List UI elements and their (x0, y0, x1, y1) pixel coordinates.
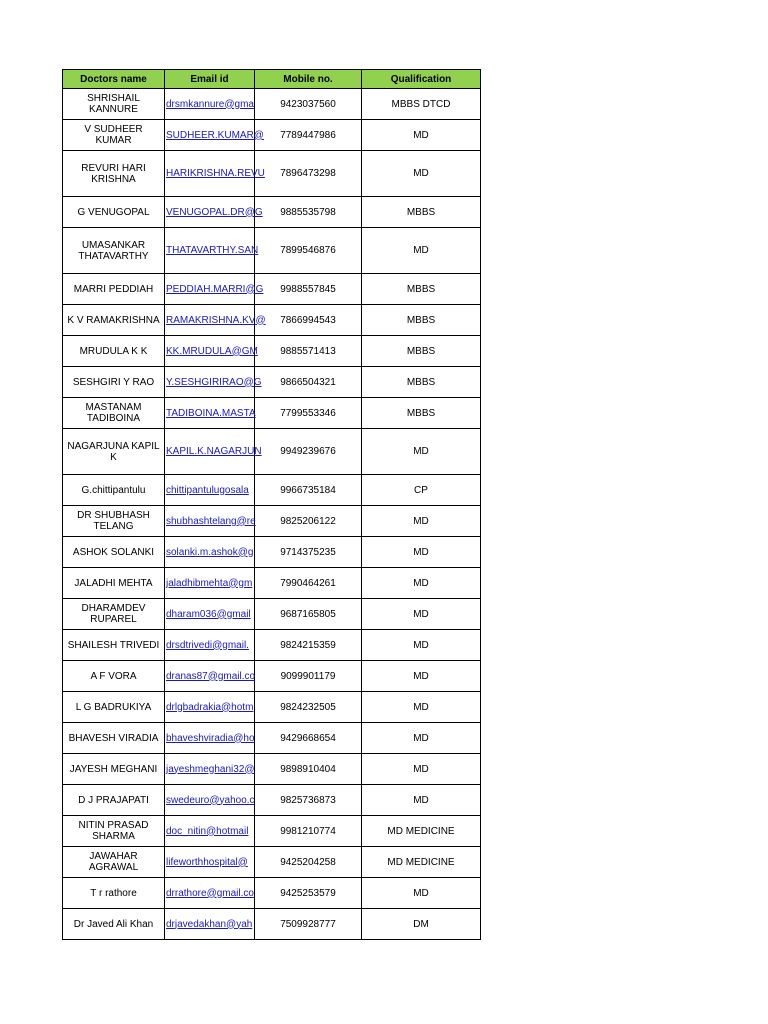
table-row (63, 847, 481, 878)
mobile-cell: 7799553346 (255, 398, 362, 429)
qualification-cell: MD (362, 599, 481, 630)
email-cell[interactable]: drlgbadrakia@hotm (165, 692, 255, 723)
doctor-name-cell: MASTANAM TADIBOINA (63, 398, 165, 429)
email-cell[interactable]: dharam036@gmail (165, 599, 255, 630)
email-cell[interactable]: swedeuro@yahoo.c (165, 785, 255, 816)
qualification-cell: MD MEDICINE (362, 847, 481, 878)
doctor-name-cell: V SUDHEER KUMAR (63, 120, 165, 151)
email-cell[interactable]: lifeworthhospital@ (165, 847, 255, 878)
table-row (63, 89, 481, 120)
doctor-name-cell: K V RAMAKRISHNA (63, 305, 165, 336)
qualification-cell: MD (362, 506, 481, 537)
qualification-cell: MD (362, 151, 481, 197)
table-row (63, 429, 481, 475)
mobile-cell: 9825736873 (255, 785, 362, 816)
mobile-cell: 9825206122 (255, 506, 362, 537)
doctor-name-cell: G.chittipantulu (63, 475, 165, 506)
email-cell[interactable]: SUDHEER.KUMAR@ (165, 120, 255, 151)
email-cell[interactable]: drjavedakhan@yah (165, 909, 255, 940)
mobile-cell: 7866994543 (255, 305, 362, 336)
qualification-cell: MBBS (362, 398, 481, 429)
table-row (63, 909, 481, 940)
email-cell[interactable]: jayeshmeghani32@ (165, 754, 255, 785)
doctors-table (62, 69, 481, 940)
doctor-name-cell: NITIN PRASAD SHARMA (63, 816, 165, 847)
doctor-name-cell: DR SHUBHASH TELANG (63, 506, 165, 537)
doctor-name-cell: L G BADRUKIYA (63, 692, 165, 723)
email-cell[interactable]: drsmkannure@gma (165, 89, 255, 120)
qualification-cell: MD MEDICINE (362, 816, 481, 847)
mobile-cell: 9981210774 (255, 816, 362, 847)
qualification-cell: MD (362, 429, 481, 475)
mobile-cell: 9966735184 (255, 475, 362, 506)
email-cell[interactable]: KAPIL.K.NAGARJUN (165, 429, 255, 475)
mobile-cell: 7896473298 (255, 151, 362, 197)
doctor-name-cell: G VENUGOPAL (63, 197, 165, 228)
mobile-cell: 7990464261 (255, 568, 362, 599)
qualification-cell: MD (362, 878, 481, 909)
doctor-name-cell: SHAILESH TRIVEDI (63, 630, 165, 661)
email-cell[interactable]: TADIBOINA.MASTA (165, 398, 255, 429)
table-row (63, 120, 481, 151)
table-row (63, 599, 481, 630)
mobile-cell: 7899546876 (255, 228, 362, 274)
qualification-cell: MD (362, 785, 481, 816)
header-qualification[interactable]: Qualification (362, 70, 481, 89)
email-cell[interactable]: bhaveshviradia@ho (165, 723, 255, 754)
email-cell[interactable]: doc_nitin@hotmail (165, 816, 255, 847)
qualification-cell: DM (362, 909, 481, 940)
header-row (63, 70, 481, 89)
mobile-cell: 9824232505 (255, 692, 362, 723)
table-row (63, 506, 481, 537)
doctor-name-cell: BHAVESH VIRADIA (63, 723, 165, 754)
email-cell[interactable]: chittipantulugosala (165, 475, 255, 506)
qualification-cell: MBBS (362, 274, 481, 305)
email-cell[interactable]: RAMAKRISHNA.KV@ (165, 305, 255, 336)
doctor-name-cell: D J PRAJAPATI (63, 785, 165, 816)
doctor-name-cell: A F VORA (63, 661, 165, 692)
qualification-cell: MD (362, 537, 481, 568)
qualification-cell: MD (362, 754, 481, 785)
table-row (63, 228, 481, 274)
qualification-cell: MD (362, 120, 481, 151)
table-body (63, 89, 481, 940)
mobile-cell: 9425204258 (255, 847, 362, 878)
email-cell[interactable]: drsdtrivedi@gmail. (165, 630, 255, 661)
mobile-cell: 9429668654 (255, 723, 362, 754)
qualification-cell: MBBS DTCD (362, 89, 481, 120)
email-cell[interactable]: THATAVARTHY.SAN (165, 228, 255, 274)
doctor-name-cell: MRUDULA K K (63, 336, 165, 367)
doctor-name-cell: T r rathore (63, 878, 165, 909)
table-row (63, 475, 481, 506)
qualification-cell: MD (362, 228, 481, 274)
table-row (63, 398, 481, 429)
qualification-cell: MD (362, 630, 481, 661)
mobile-cell: 7789447986 (255, 120, 362, 151)
email-cell[interactable]: jaladhibmehta@gm (165, 568, 255, 599)
table-row (63, 754, 481, 785)
table-row (63, 336, 481, 367)
header-mobile-no[interactable]: Mobile no. (255, 70, 362, 89)
doctor-name-cell: SHRISHAIL KANNURE (63, 89, 165, 120)
table-row (63, 661, 481, 692)
mobile-cell: 9866504321 (255, 367, 362, 398)
qualification-cell: MD (362, 723, 481, 754)
table-row (63, 537, 481, 568)
table-row (63, 197, 481, 228)
mobile-cell: 9099901179 (255, 661, 362, 692)
email-cell[interactable]: shubhashtelang@re (165, 506, 255, 537)
mobile-cell: 9714375235 (255, 537, 362, 568)
doctor-name-cell: REVURI HARI KRISHNA (63, 151, 165, 197)
email-cell[interactable]: PEDDIAH.MARRI@G (165, 274, 255, 305)
header-doctors-name[interactable]: Doctors name (63, 70, 165, 89)
email-cell[interactable]: HARIKRISHNA.REVU (165, 151, 255, 197)
email-cell[interactable]: Y.SESHGIRIRAO@G (165, 367, 255, 398)
email-cell[interactable]: solanki.m.ashok@g (165, 537, 255, 568)
mobile-cell: 9687165805 (255, 599, 362, 630)
mobile-cell: 9824215359 (255, 630, 362, 661)
doctor-name-cell: JAWAHAR AGRAWAL (63, 847, 165, 878)
qualification-cell: MBBS (362, 336, 481, 367)
table-row (63, 723, 481, 754)
mobile-cell: 9988557845 (255, 274, 362, 305)
mobile-cell: 9885535798 (255, 197, 362, 228)
table-row (63, 305, 481, 336)
doctor-name-cell: ASHOK SOLANKI (63, 537, 165, 568)
qualification-cell: MBBS (362, 197, 481, 228)
table-row (63, 785, 481, 816)
email-cell[interactable]: VENUGOPAL.DR@G (165, 197, 255, 228)
table-row (63, 630, 481, 661)
table-row (63, 274, 481, 305)
table-row (63, 816, 481, 847)
table-row (63, 367, 481, 398)
doctor-name-cell: SESHGIRI Y RAO (63, 367, 165, 398)
header-email-id[interactable]: Email id (165, 70, 255, 89)
mobile-cell: 9885571413 (255, 336, 362, 367)
mobile-cell: 7509928777 (255, 909, 362, 940)
table-row (63, 151, 481, 197)
mobile-cell: 9949239676 (255, 429, 362, 475)
qualification-cell: MBBS (362, 367, 481, 398)
doctor-name-cell: NAGARJUNA KAPIL K (63, 429, 165, 475)
doctor-name-cell: Dr Javed Ali Khan (63, 909, 165, 940)
doctor-name-cell: JAYESH MEGHANI (63, 754, 165, 785)
doctor-name-cell: MARRI PEDDIAH (63, 274, 165, 305)
table-row (63, 878, 481, 909)
email-cell[interactable]: drrathore@gmail.co (165, 878, 255, 909)
qualification-cell: MBBS (362, 305, 481, 336)
doctor-name-cell: JALADHI MEHTA (63, 568, 165, 599)
doctor-name-cell: DHARAMDEV RUPAREL (63, 599, 165, 630)
email-cell[interactable]: KK.MRUDULA@GM (165, 336, 255, 367)
qualification-cell: CP (362, 475, 481, 506)
mobile-cell: 9423037560 (255, 89, 362, 120)
qualification-cell: MD (362, 692, 481, 723)
doctor-name-cell: UMASANKAR THATAVARTHY (63, 228, 165, 274)
mobile-cell: 9425253579 (255, 878, 362, 909)
mobile-cell: 9898910404 (255, 754, 362, 785)
qualification-cell: MD (362, 661, 481, 692)
email-cell[interactable]: dranas87@gmail.co (165, 661, 255, 692)
qualification-cell: MD (362, 568, 481, 599)
table-row (63, 692, 481, 723)
table-row (63, 568, 481, 599)
